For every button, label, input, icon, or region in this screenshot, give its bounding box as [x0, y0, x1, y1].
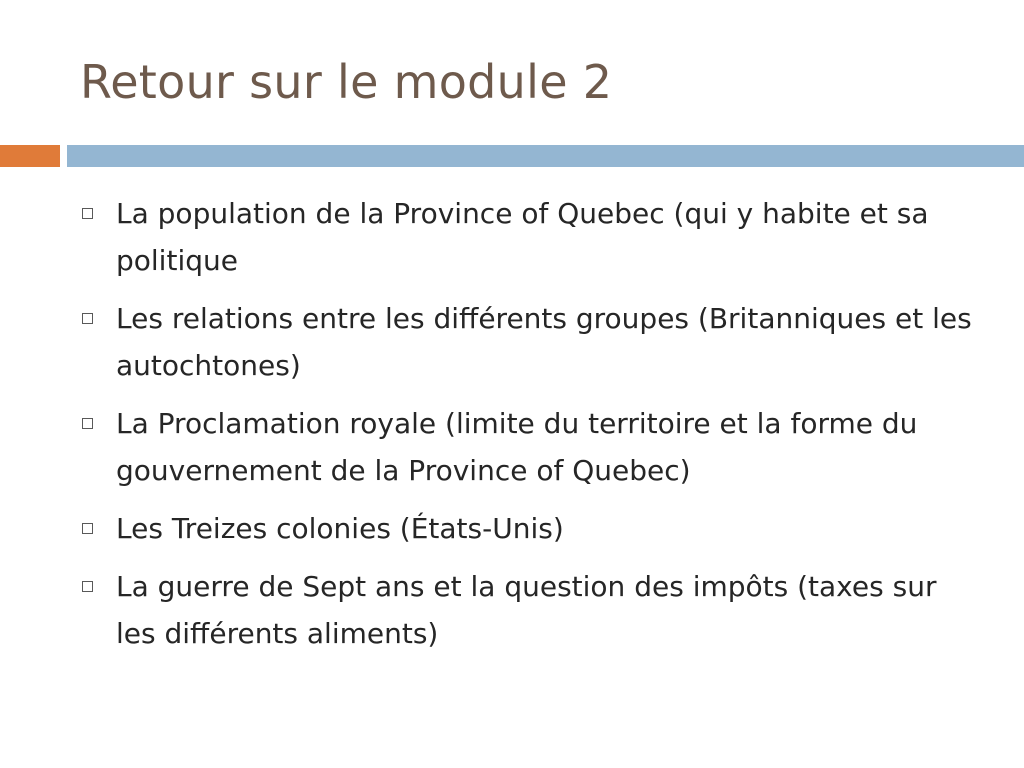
bullet-text: Les relations entre les différents groupes (Britanniques et les autochtones): [116, 302, 972, 382]
bullet-item-1: [80, 190, 980, 284]
bullet-item-5: [80, 563, 980, 657]
slide-title: Retour sur le module 2: [80, 55, 613, 109]
bullet-item-3: [80, 400, 980, 494]
square-bullet-icon: [82, 313, 93, 324]
bullet-text: La Proclamation royale (limite du territoire et la forme du gouvernement de la Province of Quebec): [116, 407, 918, 487]
bullet-text: Les Treizes colonies (États-Unis): [116, 512, 564, 545]
square-bullet-icon: [82, 581, 93, 592]
bullet-list: [80, 190, 980, 668]
bullet-item-4: [80, 505, 980, 552]
square-bullet-icon: [82, 418, 93, 429]
square-bullet-icon: [82, 523, 93, 534]
title-underline-bar: [67, 145, 1024, 167]
bullet-text: La guerre de Sept ans et la question des impôts (taxes sur les différents aliments): [116, 570, 937, 650]
square-bullet-icon: [82, 208, 93, 219]
bullet-text: La population de la Province of Quebec (qui y habite et sa politique: [116, 197, 929, 277]
accent-bar: [0, 145, 60, 167]
bullet-item-2: [80, 295, 980, 389]
